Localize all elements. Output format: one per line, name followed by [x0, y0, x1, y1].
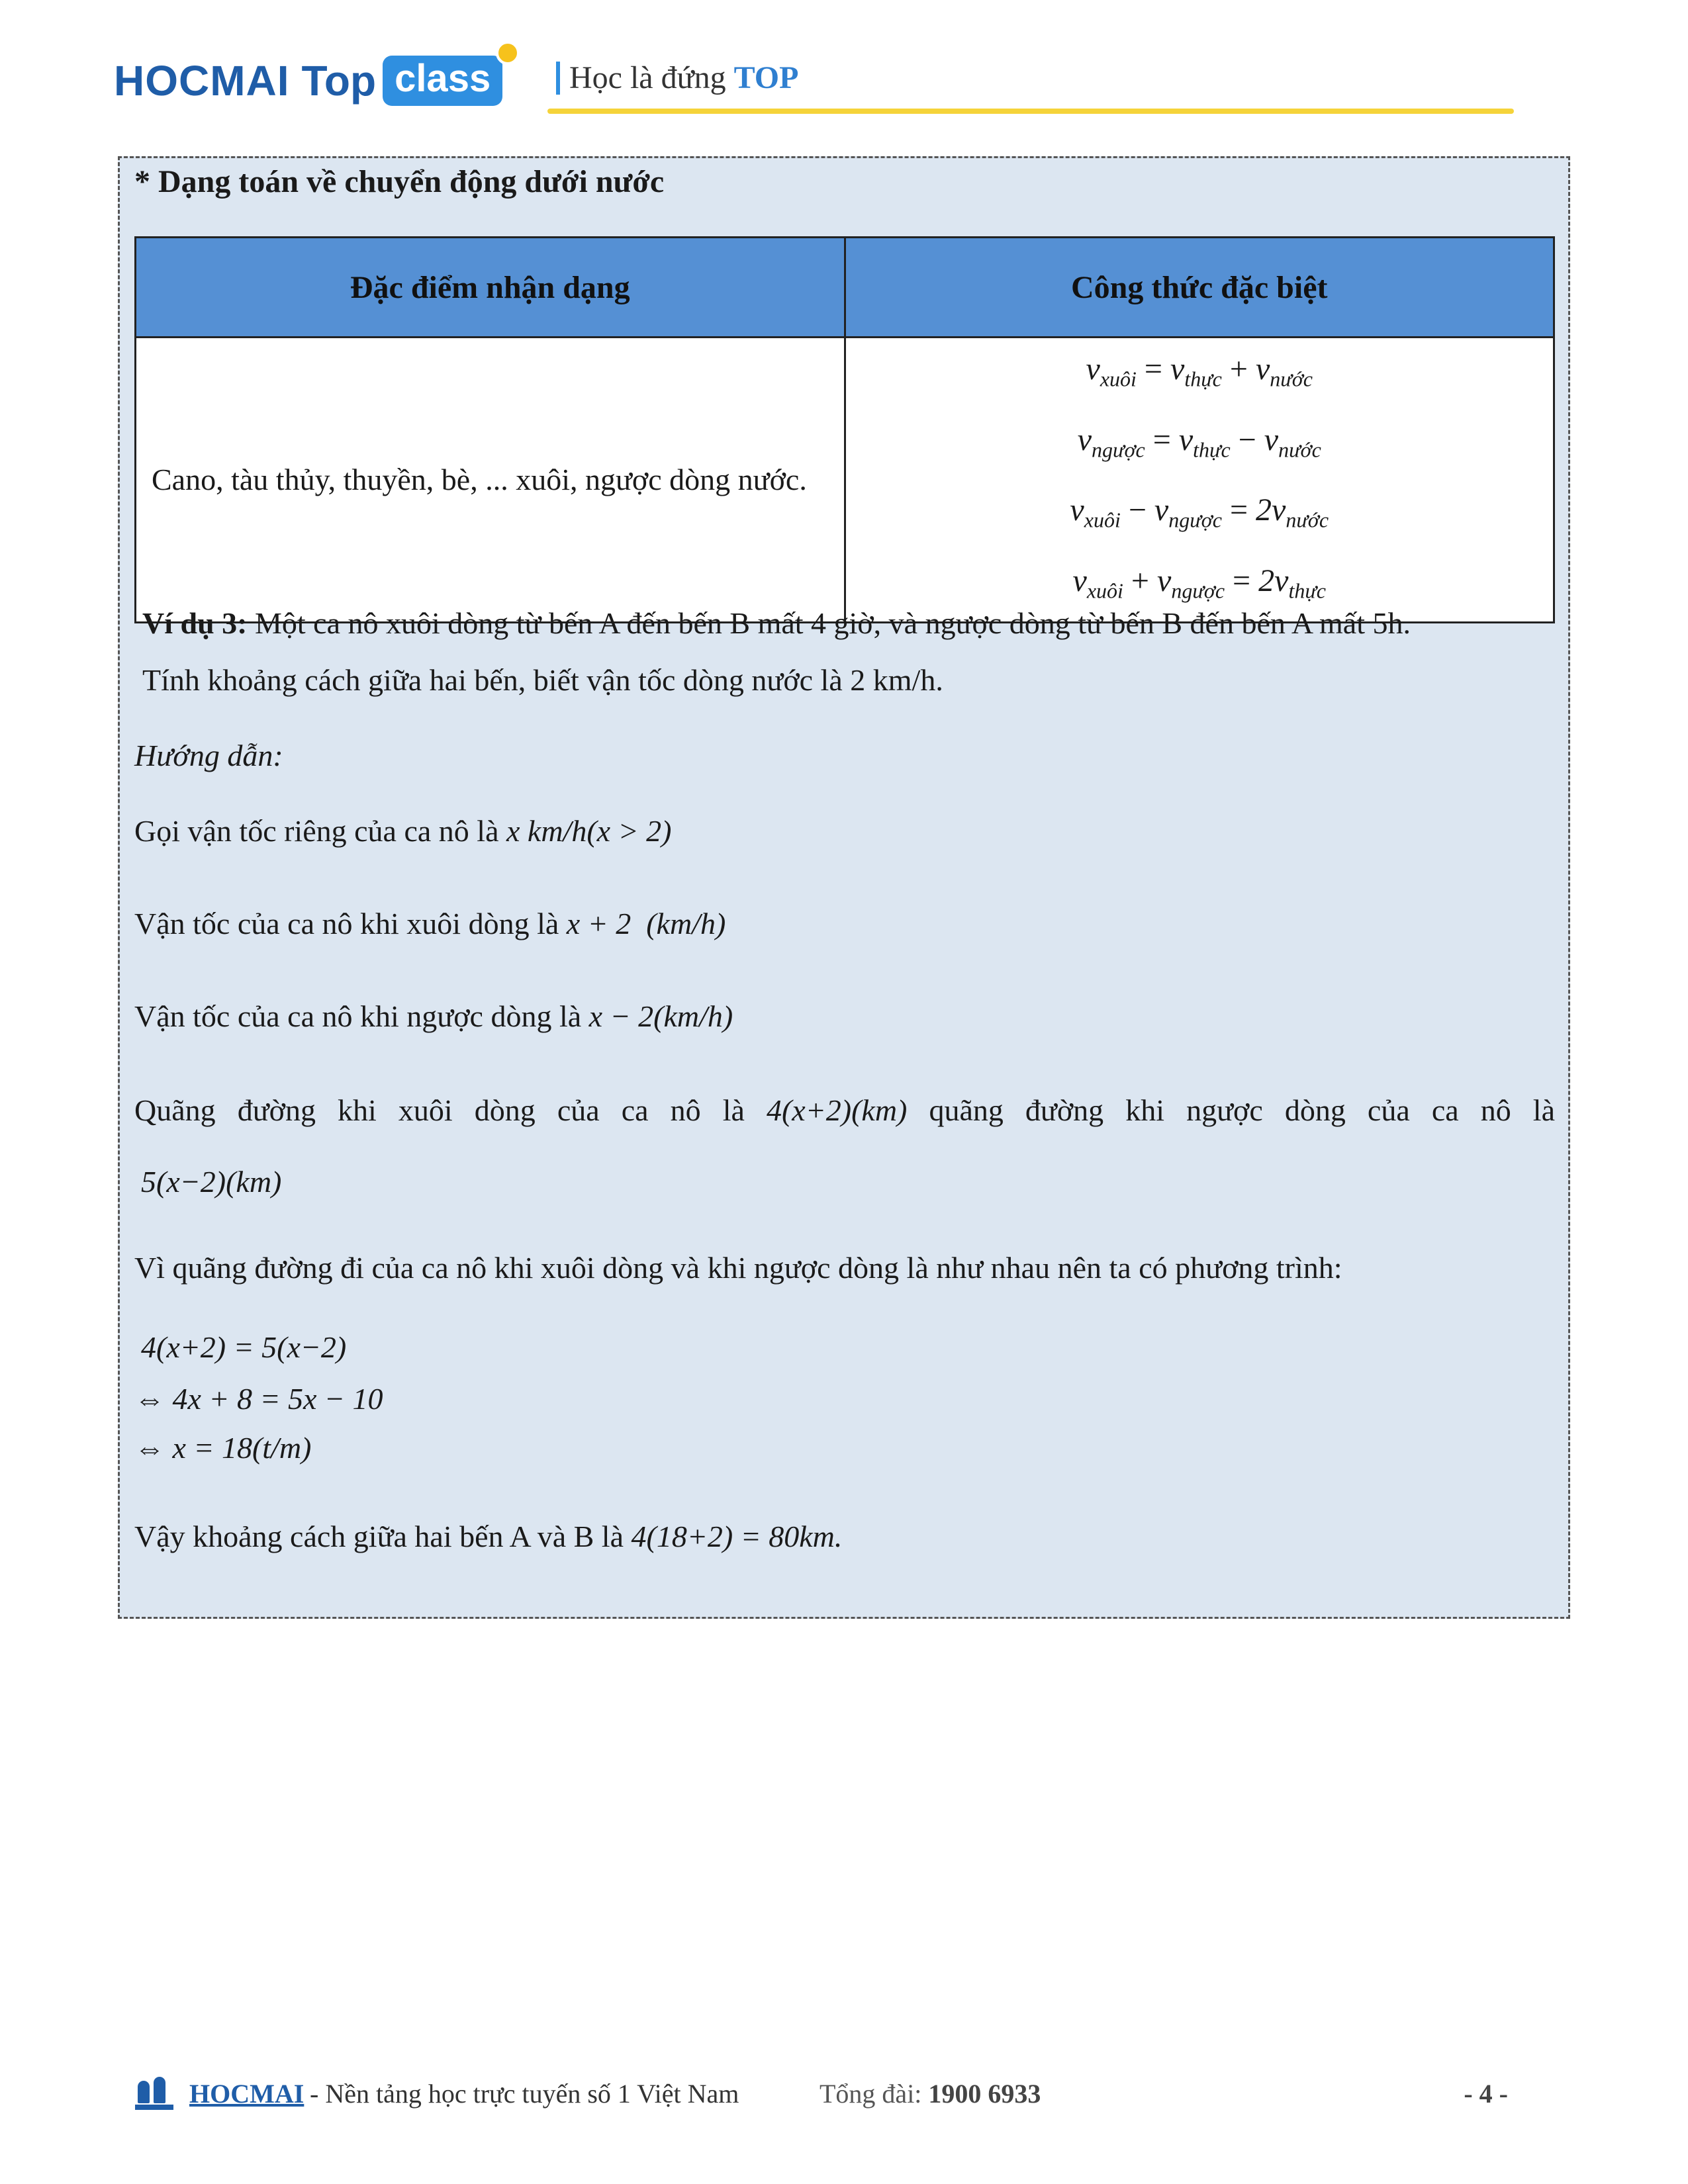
example-line-2: Tính khoảng cách giữa hai bến, biết vận tốc dòng nước là 2 km/h.	[142, 663, 943, 697]
solution-line-6: Vì quãng đường đi của ca nô khi xuôi dòng và khi ngược dòng là như nhau nên ta có phương trình:	[134, 1251, 1342, 1285]
table-cell-features	[136, 338, 845, 623]
formula-line: $v_{ngược} = v_{thực} - v_{nước}$	[1077, 422, 1321, 462]
footer-hotline: Tổng đài: 1900 6933	[820, 2079, 1041, 2109]
slogan-text: Học là đứng	[569, 60, 726, 95]
hotline-number: 1900 6933	[928, 2079, 1041, 2109]
gear-icon	[496, 41, 520, 65]
table-header-formulas: Công thức đặc biệt	[845, 238, 1554, 338]
math-expression: 4(18+2) = 80km.	[631, 1520, 843, 1553]
equation-3: ⇔ x = 18(t/m)	[134, 1431, 312, 1465]
table-header-row	[136, 238, 1554, 338]
features-text: Cano, tàu thủy, thuyền, bè, ... xuôi, ngược dòng nước.	[152, 463, 807, 497]
math-unit: (km/h)	[646, 907, 726, 940]
feature-table	[134, 236, 1555, 623]
table-row	[136, 338, 1554, 623]
equation-1: 4(x+2) = 5(x−2)	[141, 1330, 347, 1364]
page-header	[114, 41, 1511, 120]
content-box	[118, 156, 1570, 1619]
page-number: - 4 -	[1464, 2079, 1508, 2109]
formula-line: $v_{xuôi} - v_{ngược} = 2v_{nước}$	[1070, 492, 1329, 532]
conclusion-line: Vậy khoảng cách giữa hai bến A và B là 4(18+2) = 80km.	[134, 1520, 843, 1553]
formula-line: $v_{xuôi} = v_{thực} + v_{nước}$	[1086, 351, 1313, 391]
logo-top-text: Top	[301, 57, 377, 105]
slogan	[556, 60, 798, 96]
example-text-1: Một ca nô xuôi dòng từ bến A đến bến B mất 4 giờ, và ngược dòng từ bến B đến bến A mất 5h.	[247, 606, 1411, 640]
hocmai-topclass-logo	[114, 54, 502, 107]
solution-heading: Hướng dẫn:	[134, 739, 283, 772]
example-line-1	[142, 606, 1411, 641]
section-title: * Dạng toán về chuyển động dưới nước	[134, 164, 665, 199]
table-header-features: Đặc điểm nhận dạng	[136, 238, 845, 338]
table-cell-formulas	[845, 338, 1554, 623]
math-expression: x + 2	[566, 907, 632, 940]
logo-class-badge	[383, 56, 502, 106]
header-underline	[547, 109, 1514, 114]
math-unit: (km/h)	[653, 999, 733, 1033]
solution-line-3: Vận tốc của ca nô khi ngược dòng là x − 2(km/h)	[134, 999, 733, 1033]
slogan-highlight: TOP	[733, 60, 799, 95]
example-label: Ví dụ 3:	[142, 606, 248, 640]
footer-hocmai-link[interactable]: HOCMAI	[189, 2079, 305, 2109]
math-condition: (x > 2)	[586, 814, 672, 848]
equation-2: ⇔ 4x + 8 = 5x − 10	[134, 1382, 383, 1416]
formula-line: $v_{xuôi} + v_{ngược} = 2v_{thực}$	[1072, 563, 1326, 603]
math-expression: x − 2	[588, 999, 654, 1033]
hocmai-footer-logo-icon	[131, 2074, 177, 2114]
solution-line-2: Vận tốc của ca nô khi xuôi dòng là x + 2 (km/h)	[134, 907, 726, 940]
math-expression: 4(x+2)(km)	[766, 1093, 908, 1127]
formula-list	[847, 339, 1553, 621]
solution-line-5	[141, 1164, 281, 1199]
slogan-divider	[556, 62, 560, 95]
logo-class-text: class	[395, 57, 491, 100]
solution-line-1: Gọi vận tốc riêng của ca nô là x km/h(x > 2)	[134, 814, 672, 848]
footer-tagline: - Nền tảng học trực tuyến số 1 Việt Nam	[310, 2079, 739, 2109]
math-expression: 5(x−2)(km)	[141, 1165, 282, 1199]
page-footer	[131, 2071, 1508, 2118]
math-expression: x km/h	[506, 814, 587, 848]
solution-line-4: Quãng đường khi xuôi dòng của ca nô là 4(x+2)(km) quãng đường khi ngược dòng của ca nô là	[134, 1093, 1556, 1127]
logo-hocmai-text: HOCMAI	[114, 57, 290, 105]
